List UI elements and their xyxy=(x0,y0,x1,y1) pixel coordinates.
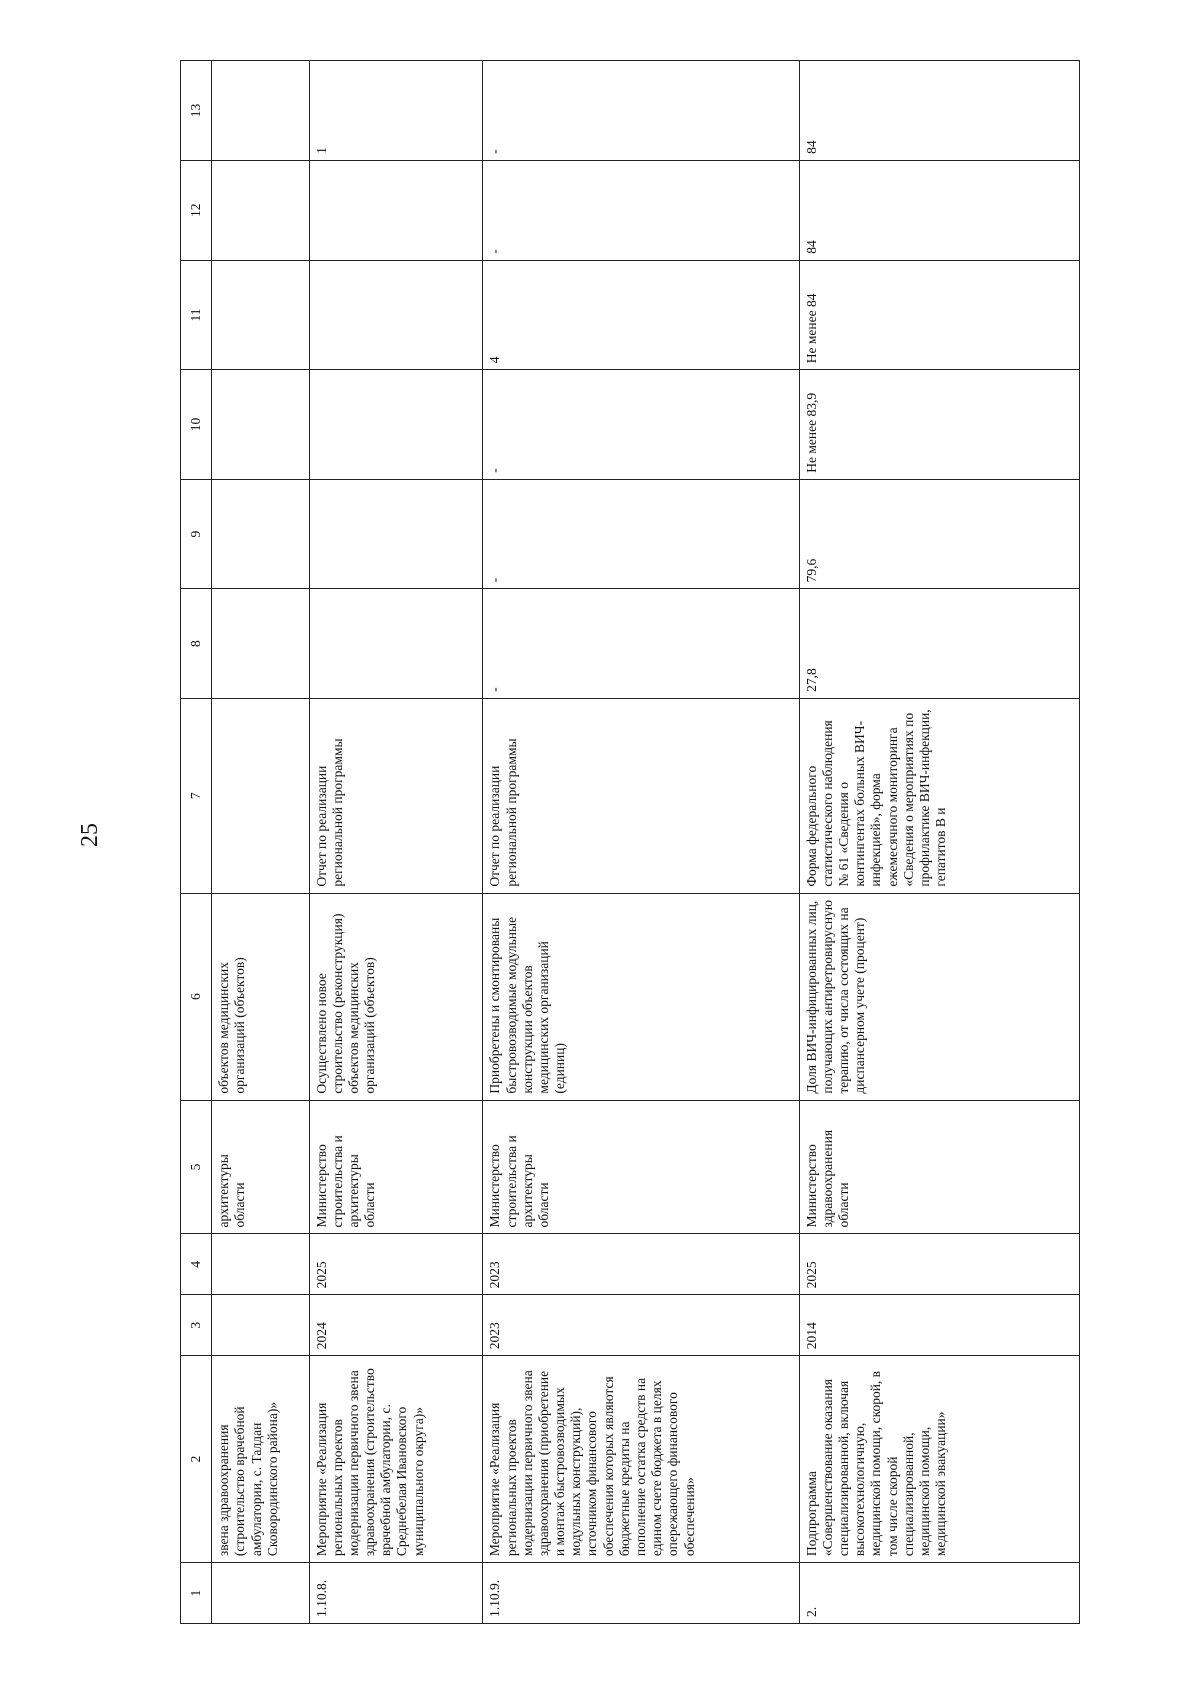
table-row xyxy=(212,61,309,1624)
cell-start-year: 2023 xyxy=(483,1295,799,1356)
cell-executor: Министерство строительства и архитектуры области xyxy=(483,1100,799,1234)
cell-number: 2. xyxy=(799,1563,1079,1624)
cell-value-13: 84 xyxy=(799,61,1079,161)
cell-source: Отчет по реализации региональной программы xyxy=(309,698,483,893)
cell-indicator: Осуществлено новое строительство (реконструкция) объектов медицинских организаций (объектов) xyxy=(309,893,483,1100)
cell-value-12 xyxy=(309,160,483,260)
cell-end-year: 2025 xyxy=(799,1234,1079,1295)
cell-value-10 xyxy=(309,370,483,480)
table-row xyxy=(799,61,1079,1624)
cell-source: Форма федерального статистического наблюдения № 61 «Сведения о контингентах больных ВИЧ-инфекцией», форма ежемесячного мониторинга «Сведения о мероприятиях по профилактике ВИЧ-инфекции, гепатитов В и xyxy=(799,698,1079,893)
cell-value-8: 27,8 xyxy=(799,589,1079,699)
cell-value-11 xyxy=(212,260,309,370)
cell-value-11: 4 xyxy=(483,260,799,370)
cell-value-11 xyxy=(309,260,483,370)
cell-end-year: 2025 xyxy=(309,1234,483,1295)
cell-executor: Министерство здравоохранения области xyxy=(799,1100,1079,1234)
cell-executor: Министерство строительства и архитектуры области xyxy=(309,1100,483,1234)
table-row xyxy=(309,61,483,1624)
cell-value-12 xyxy=(212,160,309,260)
col-header-4: 4 xyxy=(181,1234,212,1295)
program-table xyxy=(180,60,1080,1624)
cell-value-9 xyxy=(309,479,483,589)
col-header-13: 13 xyxy=(181,61,212,161)
cell-end-year xyxy=(212,1234,309,1295)
cell-value-9: 79,6 xyxy=(799,479,1079,589)
col-header-3: 3 xyxy=(181,1295,212,1356)
cell-indicator: Приобретены и смонтированы быстровозводимые модульные конструкции объектов медицинских организаций (единиц) xyxy=(483,893,799,1100)
header-row xyxy=(181,61,212,1624)
cell-indicator: Доля ВИЧ-инфицированных лиц, получающих антиретровирусную терапию, от числа состоящих на диспансерном учете (процент) xyxy=(799,893,1079,1100)
cell-executor: архитектуры области xyxy=(212,1100,309,1234)
cell-event-name: Мероприятие «Реализация региональных проектов модернизации первичного звена здравоохранения (строительство врачебной амбулатории, с. Среднебелая Ивановского муниципального округа)» xyxy=(309,1356,483,1563)
cell-source xyxy=(212,698,309,893)
cell-event-name: звена здравоохранения (строительство врачебной амбулатории, с. Талдан Сковородинского района)» xyxy=(212,1356,309,1563)
cell-value-12: 84 xyxy=(799,160,1079,260)
cell-value-10: Не менее 83,9 xyxy=(799,370,1079,480)
col-header-5: 5 xyxy=(181,1100,212,1234)
cell-start-year xyxy=(212,1295,309,1356)
cell-value-13: - xyxy=(483,61,799,161)
cell-start-year: 2014 xyxy=(799,1295,1079,1356)
cell-event-name: Мероприятие «Реализация региональных проектов модернизации первичного звена здравоохранения (приобретение и монтаж быстровозводимых модульных конструкций), источником финансового обеспечения которых являются бюджетные кредиты на пополнение остатка средств на едином счете бюджета в целях опережающего финансового обеспечения» xyxy=(483,1356,799,1563)
page-number: 25 xyxy=(77,823,103,847)
cell-value-13: 1 xyxy=(309,61,483,161)
col-header-9: 9 xyxy=(181,479,212,589)
cell-start-year: 2024 xyxy=(309,1295,483,1356)
cell-event-name: Подпрограмма «Совершенствование оказания специализированной, включая высокотехнологичную, медицинской помощи, скорой, в том числе скорой специализированной, медицинской помощи, медицинской эвакуации» xyxy=(799,1356,1079,1563)
col-header-8: 8 xyxy=(181,589,212,699)
cell-value-11: Не менее 84 xyxy=(799,260,1079,370)
cell-value-13 xyxy=(212,61,309,161)
cell-value-8 xyxy=(212,589,309,699)
cell-source: Отчет по реализации региональной программы xyxy=(483,698,799,893)
rotated-table-container xyxy=(180,60,1080,1624)
col-header-7: 7 xyxy=(181,698,212,893)
col-header-1: 1 xyxy=(181,1563,212,1624)
col-header-12: 12 xyxy=(181,160,212,260)
col-header-11: 11 xyxy=(181,260,212,370)
cell-value-8 xyxy=(309,589,483,699)
col-header-10: 10 xyxy=(181,370,212,480)
cell-value-10 xyxy=(212,370,309,480)
cell-value-9: - xyxy=(483,479,799,589)
cell-end-year: 2023 xyxy=(483,1234,799,1295)
col-header-2: 2 xyxy=(181,1356,212,1563)
cell-indicator: объектов медицинских организаций (объектов) xyxy=(212,893,309,1100)
table-row xyxy=(483,61,799,1624)
cell-value-10: - xyxy=(483,370,799,480)
cell-number: 1.10.9. xyxy=(483,1563,799,1624)
cell-number: 1.10.8. xyxy=(309,1563,483,1624)
cell-value-9 xyxy=(212,479,309,589)
col-header-6: 6 xyxy=(181,893,212,1100)
cell-value-12: - xyxy=(483,160,799,260)
cell-number xyxy=(212,1563,309,1624)
cell-value-8: - xyxy=(483,589,799,699)
